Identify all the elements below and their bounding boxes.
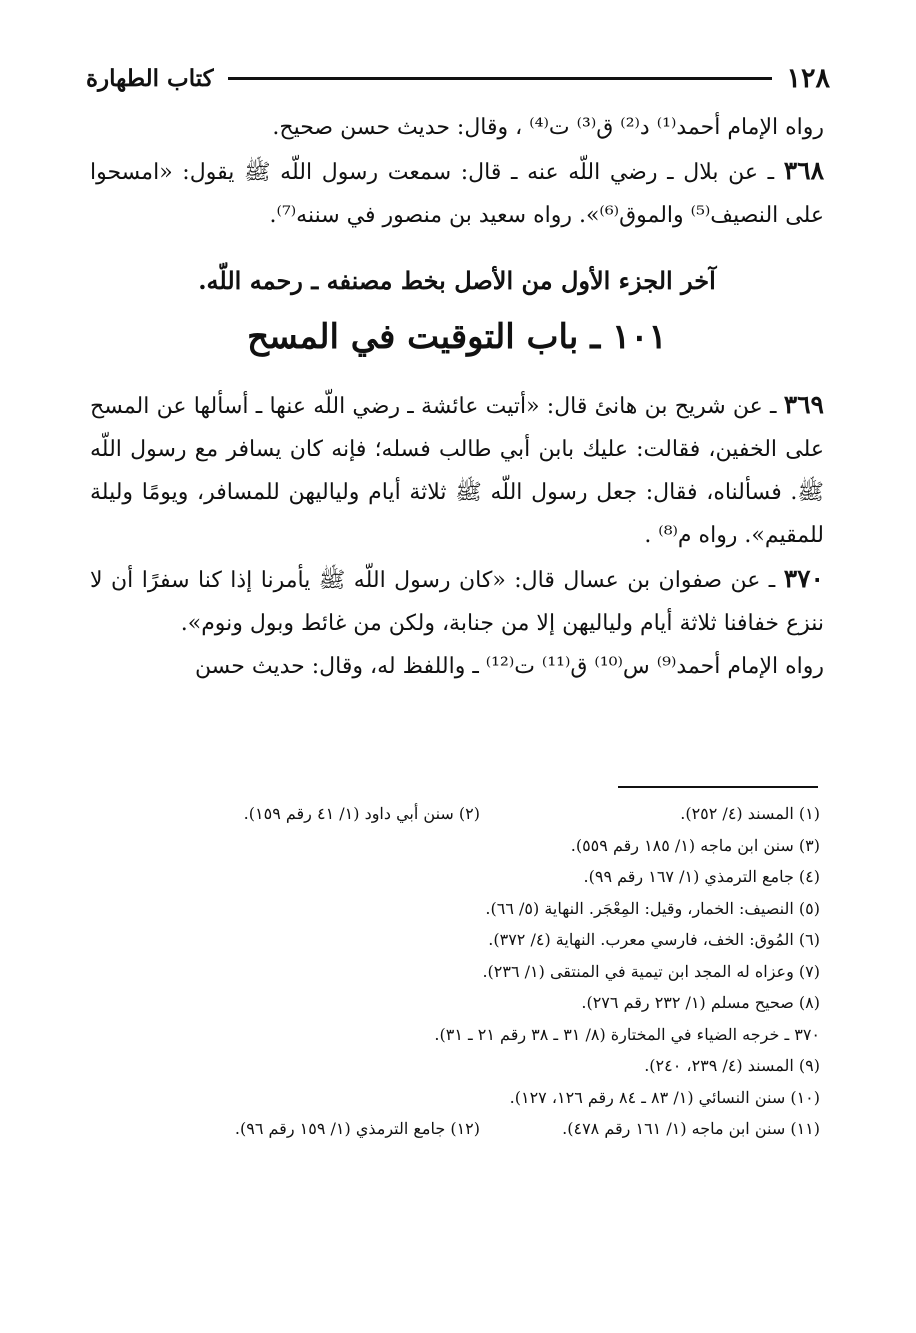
footnote-5: (٥) النصيف: الخمار، وقيل: المِعْجَر. النهاية (٥/ ٦٦). [485, 898, 820, 918]
footnote-8: (٨) صحيح مسلم (١/ ٢٣٢ رقم ٢٧٦). [581, 993, 820, 1012]
hadith-number: ٣٦٨ [783, 156, 825, 185]
page-number: ١٢٨ [786, 62, 830, 94]
footnote-2: (٢) سنن أبي داود (١/ ٤١ رقم ١٥٩). [243, 804, 480, 823]
book-title: كتاب الطهارة [86, 64, 214, 92]
hadith-369 [90, 383, 824, 557]
footnote-370: ٣٧٠ ـ خرجه الضياء في المختارة (٨/ ٣١ ـ ٣٨ رقم ٢١ ـ ٣١). [434, 1024, 820, 1044]
closing-note: آخر الجزء الأول من الأصل بخط مصنفه ـ رحمه اللّه. [198, 266, 716, 295]
footnote-1: (١) المسند (٤/ ٢٥٢). [680, 804, 820, 823]
footnote-12: (١٢) جامع الترمذي (١/ ١٥٩ رقم ٩٦). [234, 1119, 480, 1138]
paragraph-narration-last: رواه الإمام أحمد⁽⁹⁾ س⁽¹⁰⁾ ق⁽¹¹⁾ ت⁽¹²⁾ ـ واللفظ له، وقال: حديث حسن [194, 654, 824, 679]
footnote-row [90, 1113, 820, 1145]
hadith-text: ـ عن شريح بن هانئ قال: «أتيت عائشة ـ رضي اللّه عنها ـ أسألها عن المسح على الخفين، فقالت: عليك بابن أبي طالب فسله؛ فإنه كان يسافر مع رسول اللّه ﷺ. فسألناه، فقال: جعل رسول اللّه ﷺ ثلاثة أيام ولياليهن للمسافر، ويومًا وليلة للمقيم». رواه م⁽⁸⁾ . [90, 394, 824, 548]
hadith-370 [90, 557, 824, 645]
footnote-6: (٦) المُوق: الخف، فارسي معرب. النهاية (٤/ ٣٧٢). [488, 930, 820, 949]
footnote-11: (١١) سنن ابن ماجه (١/ ١٦١ رقم ٤٧٨). [562, 1119, 820, 1138]
footnote-3: (٣) سنن ابن ماجه (١/ ١٨٥ رقم ٥٥٩). [570, 835, 820, 855]
hadith-number: ٣٦٩ [783, 390, 824, 419]
footnote-separator [618, 786, 818, 788]
footnote-row [90, 798, 820, 830]
hadith-text: ـ عن بلال ـ رضي اللّه عنه ـ قال: سمعت رسول اللّه ﷺ يقول: «امسحوا على النصيف⁽⁵⁾ والموق⁽⁶⁾». رواه سعيد بن منصور في سننه⁽⁷⁾. [90, 160, 824, 228]
footnote-7: (٧) وعزاه له المجد ابن تيمية في المنتقى (١/ ٢٣٦). [482, 961, 820, 981]
footnote-9: (٩) المسند (٤/ ٢٣٩، ٢٤٠). [644, 1056, 820, 1075]
hadith-text: ـ عن صفوان بن عسال قال: «كان رسول اللّه ﷺ يأمرنا إذا كنا سفرًا أن لا ننزع خفافنا ثلاثة أيام ولياليهن إلا من جنابة، ولكن من غائط وبول ونوم». [90, 568, 824, 636]
hadith-number: ٣٧٠ [783, 564, 824, 593]
footnote-10: (١٠) سنن النسائي (١/ ٨٣ ـ ٨٤ رقم ١٢٦، ١٢٧). [509, 1087, 820, 1107]
header-rule [228, 77, 773, 80]
chapter-heading: ١٠١ ـ باب التوقيت في المسح [247, 317, 667, 357]
page-header [86, 58, 830, 98]
paragraph-narration: رواه الإمام أحمد⁽¹⁾ د⁽²⁾ ق⁽³⁾ ت⁽⁴⁾ ، وقال: حديث حسن صحيح. [272, 115, 824, 140]
footnotes [90, 798, 820, 1145]
footnote-4: (٤) جامع الترمذي (١/ ١٦٧ رقم ٩٩). [583, 867, 820, 886]
main-text [90, 106, 824, 688]
hadith-368 [90, 149, 824, 237]
